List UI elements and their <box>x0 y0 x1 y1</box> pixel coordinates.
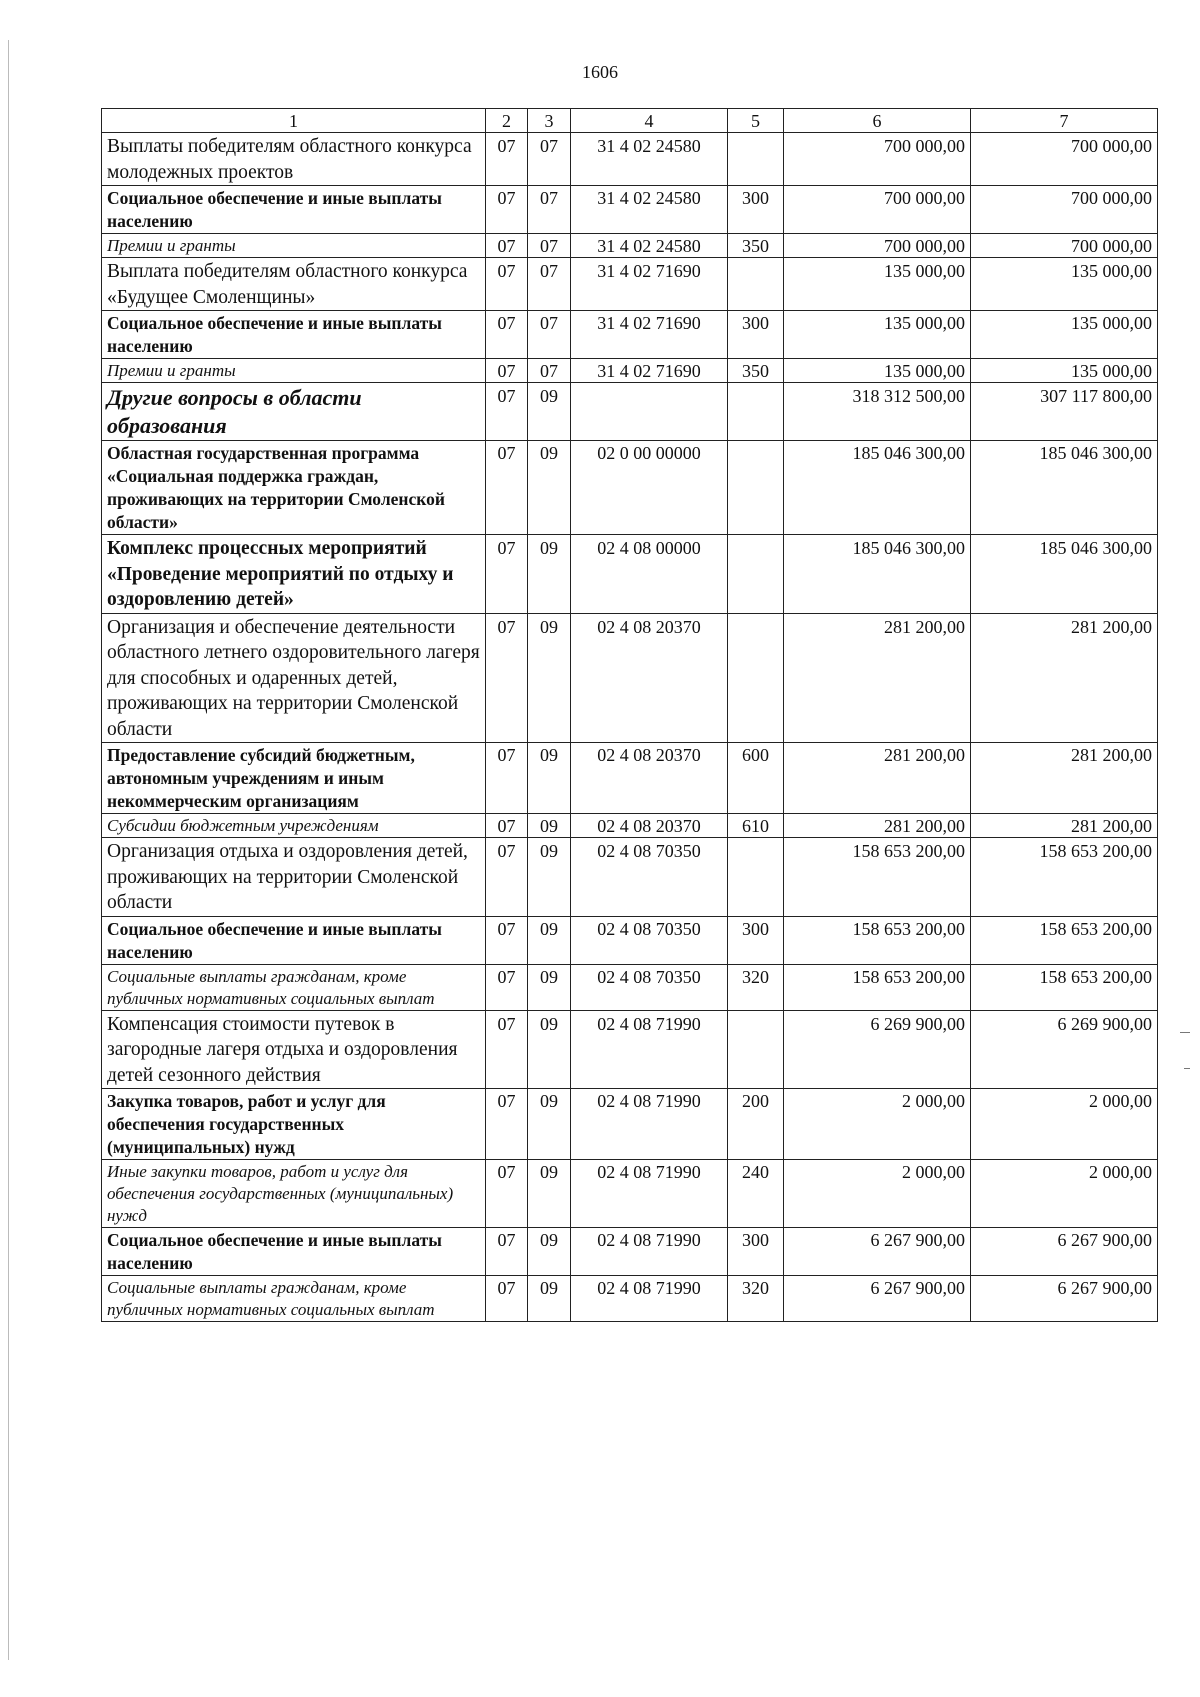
budget-item-name: Социальное обеспечение и иные выплаты населению <box>102 311 486 359</box>
target-article-code: 02 4 08 00000 <box>571 535 728 614</box>
amount-col-7: 6 269 900,00 <box>971 1010 1158 1089</box>
subsection-code: 09 <box>528 1160 571 1228</box>
scan-mark <box>1180 1032 1190 1033</box>
expense-type-code <box>728 838 784 917</box>
section-code: 07 <box>486 814 528 838</box>
table-row <box>102 186 1158 234</box>
expense-type-code <box>728 1010 784 1089</box>
section-code: 07 <box>486 311 528 359</box>
amount-col-7: 700 000,00 <box>971 186 1158 234</box>
page-number: 1606 <box>582 62 618 82</box>
amount-col-7: 185 046 300,00 <box>971 535 1158 614</box>
expense-type-code: 300 <box>728 311 784 359</box>
expense-type-code <box>728 383 784 441</box>
amount-col-6: 6 267 900,00 <box>784 1228 971 1276</box>
header-cell-4: 4 <box>571 109 728 133</box>
table-row <box>102 258 1158 311</box>
budget-item-name: Премии и гранты <box>102 234 486 258</box>
amount-col-6: 281 200,00 <box>784 814 971 838</box>
section-code: 07 <box>486 1089 528 1160</box>
subsection-code: 07 <box>528 359 571 383</box>
amount-col-7: 185 046 300,00 <box>971 441 1158 535</box>
header-cell-5: 5 <box>728 109 784 133</box>
amount-col-6: 135 000,00 <box>784 258 971 311</box>
header-row <box>102 109 1158 133</box>
table-row <box>102 743 1158 814</box>
table-row <box>102 1160 1158 1228</box>
expense-type-code <box>728 613 784 743</box>
expense-type-code: 240 <box>728 1160 784 1228</box>
section-code: 07 <box>486 186 528 234</box>
scan-mark <box>1184 1068 1190 1069</box>
expense-type-code <box>728 441 784 535</box>
amount-col-7: 158 653 200,00 <box>971 838 1158 917</box>
section-code: 07 <box>486 743 528 814</box>
amount-col-7: 281 200,00 <box>971 613 1158 743</box>
subsection-code: 09 <box>528 1089 571 1160</box>
header-cell-3: 3 <box>528 109 571 133</box>
budget-item-name: Выплата победителям областного конкурса «Будущее Смоленщины» <box>102 258 486 311</box>
expense-type-code: 320 <box>728 1276 784 1322</box>
header-cell-7: 7 <box>971 109 1158 133</box>
expense-type-code: 200 <box>728 1089 784 1160</box>
target-article-code <box>571 383 728 441</box>
section-code: 07 <box>486 441 528 535</box>
amount-col-7: 2 000,00 <box>971 1160 1158 1228</box>
budget-item-name: Другие вопросы в области образования <box>102 383 486 441</box>
budget-item-name: Выплаты победителям областного конкурса молодежных проектов <box>102 133 486 186</box>
section-code: 07 <box>486 1010 528 1089</box>
amount-col-7: 135 000,00 <box>971 311 1158 359</box>
table-row <box>102 1010 1158 1089</box>
subsection-code: 07 <box>528 186 571 234</box>
target-article-code: 02 4 08 70350 <box>571 964 728 1010</box>
target-article-code: 31 4 02 24580 <box>571 234 728 258</box>
amount-col-7: 2 000,00 <box>971 1089 1158 1160</box>
section-code: 07 <box>486 916 528 964</box>
subsection-code: 09 <box>528 814 571 838</box>
subsection-code: 09 <box>528 383 571 441</box>
amount-col-6: 158 653 200,00 <box>784 964 971 1010</box>
target-article-code: 02 4 08 20370 <box>571 743 728 814</box>
expense-type-code: 320 <box>728 964 784 1010</box>
expense-type-code <box>728 535 784 614</box>
amount-col-6: 2 000,00 <box>784 1089 971 1160</box>
subsection-code: 09 <box>528 743 571 814</box>
subsection-code: 07 <box>528 234 571 258</box>
expense-type-code: 610 <box>728 814 784 838</box>
subsection-code: 07 <box>528 311 571 359</box>
amount-col-7: 281 200,00 <box>971 743 1158 814</box>
subsection-code: 07 <box>528 258 571 311</box>
target-article-code: 02 4 08 71990 <box>571 1160 728 1228</box>
table-row <box>102 916 1158 964</box>
expense-type-code: 350 <box>728 234 784 258</box>
table-row <box>102 814 1158 838</box>
amount-col-6: 281 200,00 <box>784 743 971 814</box>
amount-col-6: 700 000,00 <box>784 234 971 258</box>
section-code: 07 <box>486 838 528 917</box>
target-article-code: 31 4 02 71690 <box>571 311 728 359</box>
header-cell-6: 6 <box>784 109 971 133</box>
section-code: 07 <box>486 1276 528 1322</box>
amount-col-7: 6 267 900,00 <box>971 1276 1158 1322</box>
amount-col-6: 318 312 500,00 <box>784 383 971 441</box>
amount-col-7: 6 267 900,00 <box>971 1228 1158 1276</box>
expense-type-code <box>728 133 784 186</box>
budget-table <box>101 108 1158 1322</box>
amount-col-6: 700 000,00 <box>784 186 971 234</box>
budget-item-name: Социальное обеспечение и иные выплаты населению <box>102 186 486 234</box>
budget-item-name: Премии и гранты <box>102 359 486 383</box>
subsection-code: 09 <box>528 535 571 614</box>
budget-item-name: Организация отдыха и оздоровления детей, проживающих на территории Смоленской области <box>102 838 486 917</box>
table-row <box>102 383 1158 441</box>
target-article-code: 02 4 08 20370 <box>571 814 728 838</box>
target-article-code: 02 4 08 71990 <box>571 1228 728 1276</box>
section-code: 07 <box>486 964 528 1010</box>
target-article-code: 02 4 08 71990 <box>571 1010 728 1089</box>
table-row <box>102 1089 1158 1160</box>
table-row <box>102 311 1158 359</box>
subsection-code: 09 <box>528 916 571 964</box>
budget-item-name: Социальные выплаты гражданам, кроме публичных нормативных социальных выплат <box>102 1276 486 1322</box>
budget-item-name: Социальные выплаты гражданам, кроме публичных нормативных социальных выплат <box>102 964 486 1010</box>
subsection-code: 09 <box>528 1276 571 1322</box>
table-row <box>102 838 1158 917</box>
expense-type-code: 300 <box>728 1228 784 1276</box>
target-article-code: 02 4 08 71990 <box>571 1089 728 1160</box>
header-cell-1: 1 <box>102 109 486 133</box>
budget-item-name: Организация и обеспечение деятельности областного летнего оздоровительного лагеря для способных и одаренных детей, проживающих на территории Смоленской области <box>102 613 486 743</box>
target-article-code: 02 0 00 00000 <box>571 441 728 535</box>
section-code: 07 <box>486 234 528 258</box>
amount-col-7: 700 000,00 <box>971 133 1158 186</box>
amount-col-7: 281 200,00 <box>971 814 1158 838</box>
target-article-code: 31 4 02 71690 <box>571 359 728 383</box>
amount-col-6: 135 000,00 <box>784 359 971 383</box>
budget-item-name: Субсидии бюджетным учреждениям <box>102 814 486 838</box>
subsection-code: 09 <box>528 613 571 743</box>
table-row <box>102 234 1158 258</box>
header-cell-2: 2 <box>486 109 528 133</box>
expense-type-code <box>728 258 784 311</box>
target-article-code: 02 4 08 70350 <box>571 838 728 917</box>
budget-item-name: Социальное обеспечение и иные выплаты населению <box>102 916 486 964</box>
budget-item-name: Предоставление субсидий бюджетным, автономным учреждениям и иным некоммерческим организациям <box>102 743 486 814</box>
subsection-code: 09 <box>528 1228 571 1276</box>
target-article-code: 02 4 08 20370 <box>571 613 728 743</box>
amount-col-6: 135 000,00 <box>784 311 971 359</box>
table-row <box>102 964 1158 1010</box>
amount-col-6: 158 653 200,00 <box>784 916 971 964</box>
amount-col-6: 700 000,00 <box>784 133 971 186</box>
amount-col-7: 158 653 200,00 <box>971 916 1158 964</box>
budget-item-name: Социальное обеспечение и иные выплаты населению <box>102 1228 486 1276</box>
subsection-code: 09 <box>528 964 571 1010</box>
table-row <box>102 1228 1158 1276</box>
amount-col-6: 2 000,00 <box>784 1160 971 1228</box>
amount-col-6: 185 046 300,00 <box>784 535 971 614</box>
section-code: 07 <box>486 535 528 614</box>
table-body <box>102 133 1158 1322</box>
expense-type-code: 600 <box>728 743 784 814</box>
section-code: 07 <box>486 258 528 311</box>
budget-item-name: Областная государственная программа «Социальная поддержка граждан, проживающих на территории Смоленской области» <box>102 441 486 535</box>
section-code: 07 <box>486 383 528 441</box>
section-code: 07 <box>486 133 528 186</box>
expense-type-code: 300 <box>728 916 784 964</box>
table-row <box>102 359 1158 383</box>
amount-col-7: 135 000,00 <box>971 258 1158 311</box>
budget-item-name: Компенсация стоимости путевок в загородные лагеря отдыха и оздоровления детей сезонного действия <box>102 1010 486 1089</box>
amount-col-7: 158 653 200,00 <box>971 964 1158 1010</box>
subsection-code: 09 <box>528 1010 571 1089</box>
section-code: 07 <box>486 359 528 383</box>
scan-mark <box>8 40 9 1660</box>
budget-item-name: Закупка товаров, работ и услуг для обеспечения государственных (муниципальных) нужд <box>102 1089 486 1160</box>
expense-type-code: 350 <box>728 359 784 383</box>
section-code: 07 <box>486 613 528 743</box>
target-article-code: 31 4 02 24580 <box>571 133 728 186</box>
expense-type-code: 300 <box>728 186 784 234</box>
amount-col-6: 6 267 900,00 <box>784 1276 971 1322</box>
amount-col-6: 185 046 300,00 <box>784 441 971 535</box>
table-row <box>102 613 1158 743</box>
amount-col-7: 135 000,00 <box>971 359 1158 383</box>
subsection-code: 09 <box>528 838 571 917</box>
target-article-code: 02 4 08 71990 <box>571 1276 728 1322</box>
amount-col-7: 700 000,00 <box>971 234 1158 258</box>
target-article-code: 02 4 08 70350 <box>571 916 728 964</box>
section-code: 07 <box>486 1160 528 1228</box>
target-article-code: 31 4 02 24580 <box>571 186 728 234</box>
target-article-code: 31 4 02 71690 <box>571 258 728 311</box>
budget-item-name: Комплекс процессных мероприятий «Проведение мероприятий по отдыху и оздоровлению детей» <box>102 535 486 614</box>
table-row <box>102 441 1158 535</box>
subsection-code: 09 <box>528 441 571 535</box>
section-code: 07 <box>486 1228 528 1276</box>
table-row <box>102 535 1158 614</box>
amount-col-7: 307 117 800,00 <box>971 383 1158 441</box>
amount-col-6: 6 269 900,00 <box>784 1010 971 1089</box>
subsection-code: 07 <box>528 133 571 186</box>
table-row <box>102 133 1158 186</box>
budget-item-name: Иные закупки товаров, работ и услуг для обеспечения государственных (муниципальных) нужд <box>102 1160 486 1228</box>
table-row <box>102 1276 1158 1322</box>
amount-col-6: 158 653 200,00 <box>784 838 971 917</box>
amount-col-6: 281 200,00 <box>784 613 971 743</box>
